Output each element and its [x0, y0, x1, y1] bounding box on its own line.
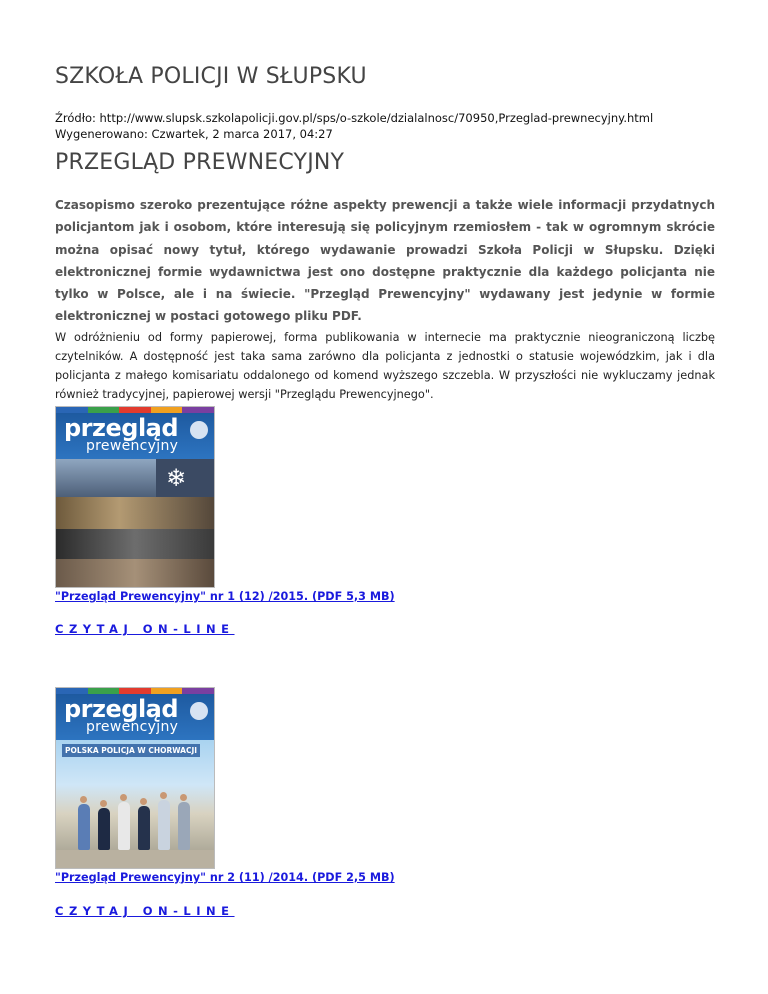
cover-masthead: [56, 413, 214, 459]
issue-2-cover-image[interactable]: [55, 687, 215, 869]
issue-1-read-online-link[interactable]: CZYTAJ ON-LINE: [55, 622, 235, 636]
source-url: Źródło: http://www.slupsk.szkolapolicji.gov.pl/sps/o-szkole/dzialalnosc/70950,Przeglad-prewnecyjny.html: [55, 111, 654, 125]
cover-logo: przegląd: [64, 414, 179, 442]
article-lead: Czasopismo szeroko prezentujące różne aspekty prewencji a także wiele informacji przydatnych policjantom jak i osobom, które interesują się policyjnym rzemiosłem - tak w ogromnym skrócie można opisać nowy tytuł, którego wydawanie prowadzi Szkoła Policji w Słupsku. Dzięki elektronicznej formie wydawnictwa jest ono dostępne praktycznie dla każdego policjanta nie tylko w Polsce, ale i na świecie. "Przegląd Prewencyjny" wydawany jest jedynie w formie elektronicznej w postaci gotowego pliku PDF.: [55, 198, 715, 324]
document-meta: [55, 110, 653, 142]
article-body: W odróżnieniu od formy papierowej, forma publikowania w internecie ma praktycznie nieograniczoną liczbę czytelników. A dostępność jest taka sama zarówno dla policjanta z jednostki o statusie wojewódzkim, jak i dla policjanta z małego komisariatu oddalonego od komend wyższego szczebla. W przyszłości nie wykluczamy jednak również tradycyjnej, papierowej wersji "Przeglądu Prewencyjnego".: [55, 331, 715, 401]
cover-caption: POLSKA POLICJA W CHORWACJI: [62, 744, 200, 757]
issue-2-read-online-link[interactable]: CZYTAJ ON-LINE: [55, 904, 235, 918]
issue-1-pdf-link[interactable]: "Przegląd Prewencyjny" nr 1 (12) /2015. (PDF 5,3 MB): [55, 590, 395, 603]
police-emblem-icon: [190, 421, 208, 439]
site-title: SZKOŁA POLICJI W SŁUPSKU: [55, 64, 367, 89]
cover-logo-sub: prewencyjny: [86, 719, 179, 735]
issue-2-pdf-link[interactable]: "Przegląd Prewencyjny" nr 2 (11) /2014. (PDF 2,5 MB): [55, 871, 395, 884]
cover-logo: przegląd: [64, 695, 179, 723]
cover-photo: [56, 740, 214, 868]
snowflake-icon: ❄: [166, 464, 187, 492]
police-emblem-icon: [190, 702, 208, 720]
generated-date: Wygenerowano: Czwartek, 2 marca 2017, 04:27: [55, 127, 333, 141]
article-title: PRZEGLĄD PREWNECYJNY: [55, 150, 345, 175]
cover-photo-collage: [56, 459, 214, 587]
issue-1-cover-image[interactable]: [55, 406, 215, 588]
cover-masthead: [56, 694, 214, 740]
cover-logo-sub: prewencyjny: [86, 438, 179, 454]
